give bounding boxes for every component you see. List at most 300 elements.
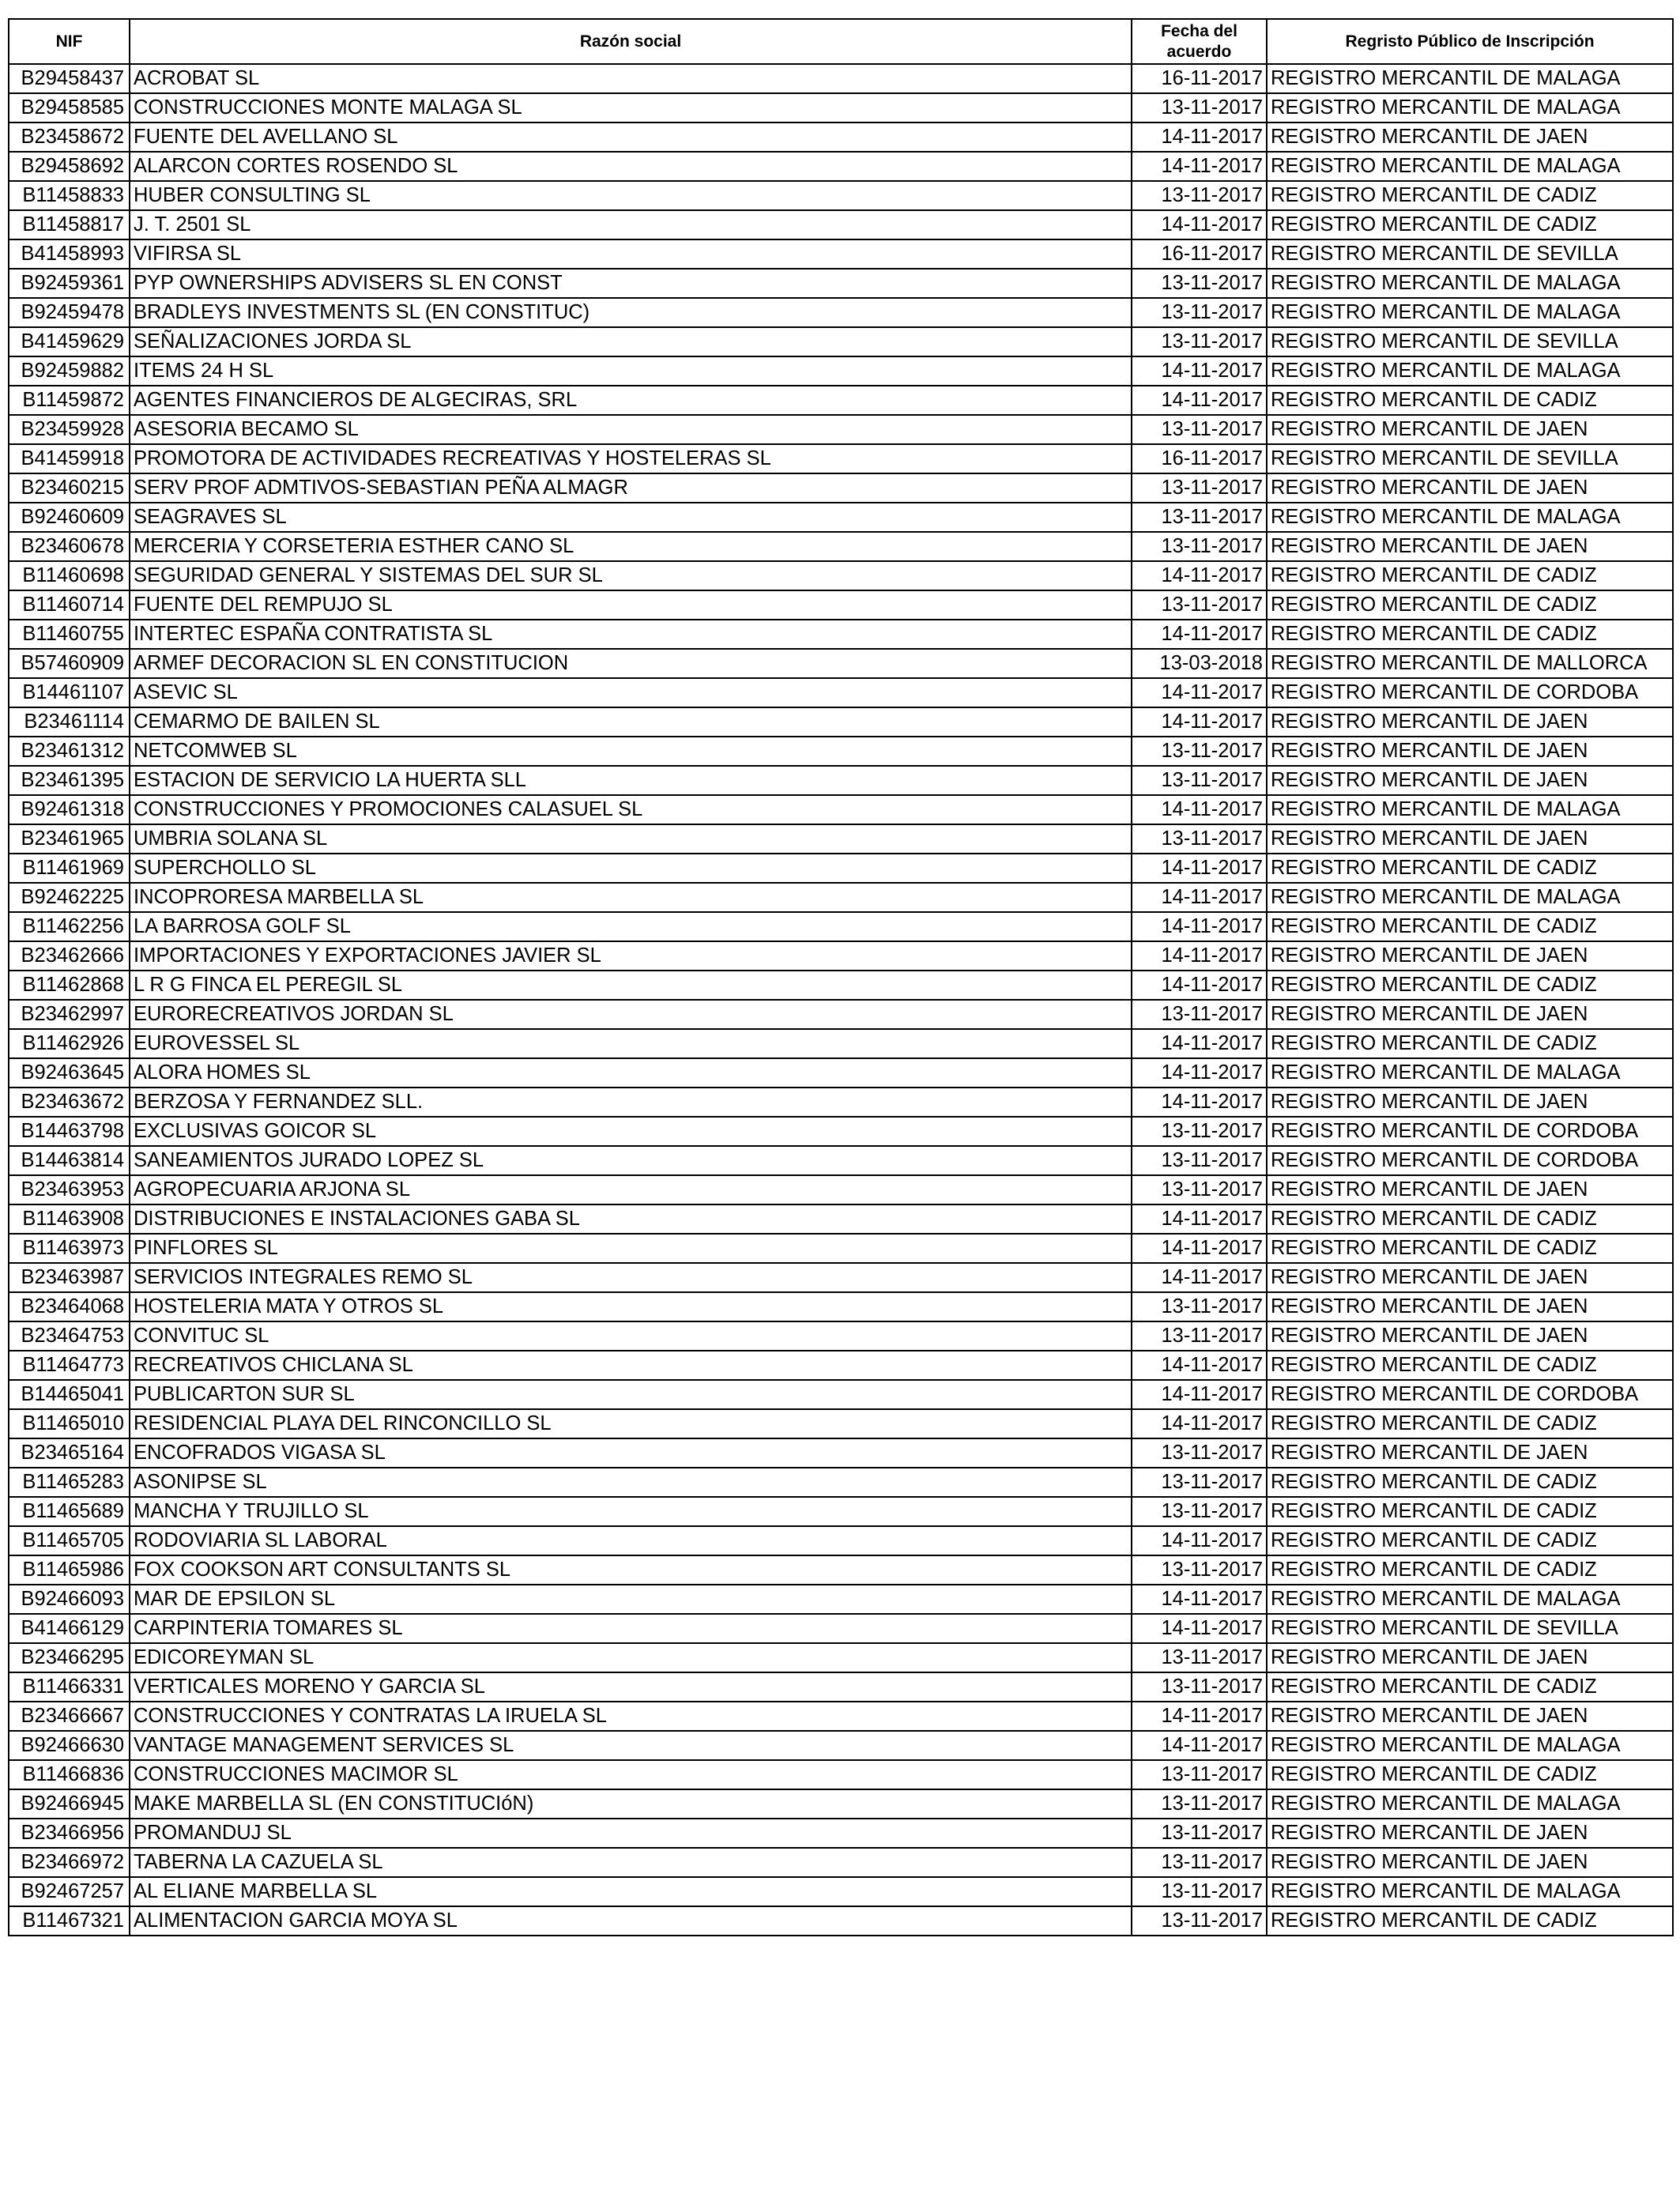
cell-registro: REGISTRO MERCANTIL DE CORDOBA bbox=[1267, 1380, 1673, 1409]
table-row bbox=[9, 1877, 1673, 1906]
cell-nif: B11458833 bbox=[9, 181, 130, 210]
table-row bbox=[9, 152, 1673, 181]
cell-razon-social: AL ELIANE MARBELLA SL bbox=[130, 1877, 1132, 1906]
cell-registro: REGISTRO MERCANTIL DE CORDOBA bbox=[1267, 1117, 1673, 1146]
cell-registro: REGISTRO MERCANTIL DE MALAGA bbox=[1267, 152, 1673, 181]
cell-razon-social: ASEVIC SL bbox=[130, 678, 1132, 707]
table-row bbox=[9, 1292, 1673, 1321]
cell-nif: B23462666 bbox=[9, 941, 130, 971]
cell-nif: B11462926 bbox=[9, 1029, 130, 1058]
table-row bbox=[9, 269, 1673, 298]
table-row bbox=[9, 1204, 1673, 1234]
cell-razon-social: FOX COOKSON ART CONSULTANTS SL bbox=[130, 1555, 1132, 1585]
cell-nif: B92466945 bbox=[9, 1789, 130, 1819]
cell-registro: REGISTRO MERCANTIL DE MALAGA bbox=[1267, 1058, 1673, 1088]
cell-nif: B92462225 bbox=[9, 883, 130, 912]
cell-nif: B92466093 bbox=[9, 1585, 130, 1614]
cell-nif: B23460215 bbox=[9, 473, 130, 503]
cell-razon-social: TABERNA LA CAZUELA SL bbox=[130, 1848, 1132, 1877]
table-row bbox=[9, 1088, 1673, 1117]
cell-fecha: 13-11-2017 bbox=[1132, 1438, 1267, 1468]
cell-nif: B11462868 bbox=[9, 971, 130, 1000]
table-row bbox=[9, 123, 1673, 152]
cell-nif: B11462256 bbox=[9, 912, 130, 941]
cell-razon-social: PROMOTORA DE ACTIVIDADES RECREATIVAS Y HOSTELERAS SL bbox=[130, 444, 1132, 473]
table-row bbox=[9, 1585, 1673, 1614]
table-row bbox=[9, 1409, 1673, 1438]
cell-nif: B11461969 bbox=[9, 854, 130, 883]
cell-razon-social: SERV PROF ADMTIVOS-SEBASTIAN PEÑA ALMAGR bbox=[130, 473, 1132, 503]
cell-razon-social: HOSTELERIA MATA Y OTROS SL bbox=[130, 1292, 1132, 1321]
cell-nif: B29458585 bbox=[9, 93, 130, 123]
cell-registro: REGISTRO MERCANTIL DE JAEN bbox=[1267, 1321, 1673, 1351]
cell-fecha: 13-11-2017 bbox=[1132, 1468, 1267, 1497]
cell-razon-social: L R G FINCA EL PEREGIL SL bbox=[130, 971, 1132, 1000]
table-row bbox=[9, 1234, 1673, 1263]
cell-fecha: 14-11-2017 bbox=[1132, 1204, 1267, 1234]
table-row bbox=[9, 590, 1673, 620]
cell-razon-social: CONSTRUCCIONES MONTE MALAGA SL bbox=[130, 93, 1132, 123]
cell-razon-social: ASESORIA BECAMO SL bbox=[130, 415, 1132, 444]
table-row bbox=[9, 1029, 1673, 1058]
cell-fecha: 13-11-2017 bbox=[1132, 181, 1267, 210]
cell-fecha: 14-11-2017 bbox=[1132, 1351, 1267, 1380]
cell-registro: REGISTRO MERCANTIL DE CADIZ bbox=[1267, 181, 1673, 210]
cell-razon-social: ARMEF DECORACION SL EN CONSTITUCION bbox=[130, 649, 1132, 678]
cell-razon-social: J. T. 2501 SL bbox=[130, 210, 1132, 239]
cell-fecha: 14-11-2017 bbox=[1132, 620, 1267, 649]
cell-nif: B11466331 bbox=[9, 1672, 130, 1702]
cell-nif: B11459872 bbox=[9, 386, 130, 415]
cell-razon-social: RECREATIVOS CHICLANA SL bbox=[130, 1351, 1132, 1380]
cell-registro: REGISTRO MERCANTIL DE JAEN bbox=[1267, 1643, 1673, 1672]
cell-nif: B11463973 bbox=[9, 1234, 130, 1263]
cell-razon-social: MERCERIA Y CORSETERIA ESTHER CANO SL bbox=[130, 532, 1132, 561]
cell-fecha: 13-11-2017 bbox=[1132, 1555, 1267, 1585]
cell-razon-social: LA BARROSA GOLF SL bbox=[130, 912, 1132, 941]
cell-fecha: 13-11-2017 bbox=[1132, 1117, 1267, 1146]
cell-nif: B92460609 bbox=[9, 503, 130, 532]
cell-registro: REGISTRO MERCANTIL DE CADIZ bbox=[1267, 971, 1673, 1000]
cell-fecha: 13-11-2017 bbox=[1132, 532, 1267, 561]
cell-registro: REGISTRO MERCANTIL DE CADIZ bbox=[1267, 210, 1673, 239]
cell-razon-social: VANTAGE MANAGEMENT SERVICES SL bbox=[130, 1731, 1132, 1760]
table-row bbox=[9, 1672, 1673, 1702]
cell-registro: REGISTRO MERCANTIL DE CADIZ bbox=[1267, 620, 1673, 649]
table-row bbox=[9, 1702, 1673, 1731]
table-row bbox=[9, 1438, 1673, 1468]
cell-razon-social: SERVICIOS INTEGRALES REMO SL bbox=[130, 1263, 1132, 1292]
cell-razon-social: CONVITUC SL bbox=[130, 1321, 1132, 1351]
table-row bbox=[9, 1731, 1673, 1760]
table-row bbox=[9, 64, 1673, 93]
cell-nif: B11460714 bbox=[9, 590, 130, 620]
table-row bbox=[9, 503, 1673, 532]
cell-fecha: 14-11-2017 bbox=[1132, 1058, 1267, 1088]
cell-nif: B11460755 bbox=[9, 620, 130, 649]
cell-registro: REGISTRO MERCANTIL DE CADIZ bbox=[1267, 1204, 1673, 1234]
cell-fecha: 13-11-2017 bbox=[1132, 1819, 1267, 1848]
cell-razon-social: PROMANDUJ SL bbox=[130, 1819, 1132, 1848]
cell-fecha: 14-11-2017 bbox=[1132, 1614, 1267, 1643]
cell-razon-social: AGENTES FINANCIEROS DE ALGECIRAS, SRL bbox=[130, 386, 1132, 415]
cell-fecha: 13-11-2017 bbox=[1132, 1643, 1267, 1672]
cell-registro: REGISTRO MERCANTIL DE JAEN bbox=[1267, 1848, 1673, 1877]
cell-fecha: 14-11-2017 bbox=[1132, 123, 1267, 152]
table-row bbox=[9, 239, 1673, 269]
cell-razon-social: VIFIRSA SL bbox=[130, 239, 1132, 269]
table-row bbox=[9, 1146, 1673, 1175]
cell-nif: B11464773 bbox=[9, 1351, 130, 1380]
cell-registro: REGISTRO MERCANTIL DE CORDOBA bbox=[1267, 1146, 1673, 1175]
cell-fecha: 13-11-2017 bbox=[1132, 93, 1267, 123]
cell-nif: B92459882 bbox=[9, 356, 130, 386]
cell-fecha: 14-11-2017 bbox=[1132, 1263, 1267, 1292]
cell-nif: B11466836 bbox=[9, 1760, 130, 1789]
table-row bbox=[9, 444, 1673, 473]
cell-fecha: 14-11-2017 bbox=[1132, 1029, 1267, 1058]
cell-registro: REGISTRO MERCANTIL DE CADIZ bbox=[1267, 854, 1673, 883]
table-row bbox=[9, 532, 1673, 561]
cell-fecha: 14-11-2017 bbox=[1132, 1585, 1267, 1614]
cell-nif: B14463814 bbox=[9, 1146, 130, 1175]
table-row bbox=[9, 795, 1673, 824]
cell-registro: REGISTRO MERCANTIL DE CADIZ bbox=[1267, 1351, 1673, 1380]
table-row bbox=[9, 561, 1673, 590]
cell-registro: REGISTRO MERCANTIL DE JAEN bbox=[1267, 1175, 1673, 1204]
cell-registro: REGISTRO MERCANTIL DE JAEN bbox=[1267, 1292, 1673, 1321]
cell-nif: B23461114 bbox=[9, 707, 130, 737]
cell-nif: B11465283 bbox=[9, 1468, 130, 1497]
cell-razon-social: SEGURIDAD GENERAL Y SISTEMAS DEL SUR SL bbox=[130, 561, 1132, 590]
cell-razon-social: BRADLEYS INVESTMENTS SL (EN CONSTITUC) bbox=[130, 298, 1132, 327]
table-row bbox=[9, 298, 1673, 327]
header-fecha: Fecha del acuerdo bbox=[1132, 19, 1267, 64]
cell-razon-social: CARPINTERIA TOMARES SL bbox=[130, 1614, 1132, 1643]
cell-registro: REGISTRO MERCANTIL DE SEVILLA bbox=[1267, 239, 1673, 269]
cell-registro: REGISTRO MERCANTIL DE CADIZ bbox=[1267, 1555, 1673, 1585]
cell-fecha: 14-11-2017 bbox=[1132, 883, 1267, 912]
cell-nif: B23462997 bbox=[9, 1000, 130, 1029]
cell-nif: B23463953 bbox=[9, 1175, 130, 1204]
table-row bbox=[9, 327, 1673, 356]
cell-razon-social: RODOVIARIA SL LABORAL bbox=[130, 1526, 1132, 1555]
cell-registro: REGISTRO MERCANTIL DE SEVILLA bbox=[1267, 1614, 1673, 1643]
cell-nif: B23459928 bbox=[9, 415, 130, 444]
cell-fecha: 16-11-2017 bbox=[1132, 64, 1267, 93]
table-row bbox=[9, 883, 1673, 912]
cell-registro: REGISTRO MERCANTIL DE JAEN bbox=[1267, 737, 1673, 766]
cell-razon-social: SANEAMIENTOS JURADO LOPEZ SL bbox=[130, 1146, 1132, 1175]
cell-nif: B92463645 bbox=[9, 1058, 130, 1088]
cell-fecha: 14-11-2017 bbox=[1132, 971, 1267, 1000]
table-body bbox=[9, 64, 1673, 1936]
cell-razon-social: ESTACION DE SERVICIO LA HUERTA SLL bbox=[130, 766, 1132, 795]
companies-table bbox=[8, 18, 1674, 1936]
table-row bbox=[9, 1321, 1673, 1351]
cell-razon-social: ALIMENTACION GARCIA MOYA SL bbox=[130, 1906, 1132, 1936]
table-row bbox=[9, 1555, 1673, 1585]
cell-fecha: 13-11-2017 bbox=[1132, 1848, 1267, 1877]
table-row bbox=[9, 941, 1673, 971]
cell-registro: REGISTRO MERCANTIL DE MALAGA bbox=[1267, 1789, 1673, 1819]
table-row bbox=[9, 1380, 1673, 1409]
cell-nif: B14461107 bbox=[9, 678, 130, 707]
cell-fecha: 13-11-2017 bbox=[1132, 503, 1267, 532]
cell-razon-social: ALORA HOMES SL bbox=[130, 1058, 1132, 1088]
cell-registro: REGISTRO MERCANTIL DE CADIZ bbox=[1267, 1760, 1673, 1789]
cell-registro: REGISTRO MERCANTIL DE JAEN bbox=[1267, 123, 1673, 152]
cell-fecha: 14-11-2017 bbox=[1132, 1526, 1267, 1555]
cell-nif: B23466295 bbox=[9, 1643, 130, 1672]
cell-fecha: 14-11-2017 bbox=[1132, 386, 1267, 415]
cell-nif: B11460698 bbox=[9, 561, 130, 590]
cell-razon-social: INTERTEC ESPAÑA CONTRATISTA SL bbox=[130, 620, 1132, 649]
cell-razon-social: IMPORTACIONES Y EXPORTACIONES JAVIER SL bbox=[130, 941, 1132, 971]
cell-razon-social: RESIDENCIAL PLAYA DEL RINCONCILLO SL bbox=[130, 1409, 1132, 1438]
cell-nif: B29458437 bbox=[9, 64, 130, 93]
cell-fecha: 13-11-2017 bbox=[1132, 327, 1267, 356]
cell-razon-social: SUPERCHOLLO SL bbox=[130, 854, 1132, 883]
cell-fecha: 14-11-2017 bbox=[1132, 356, 1267, 386]
cell-razon-social: CONSTRUCCIONES Y PROMOCIONES CALASUEL SL bbox=[130, 795, 1132, 824]
table-row bbox=[9, 1848, 1673, 1877]
table-row bbox=[9, 181, 1673, 210]
cell-razon-social: CONSTRUCCIONES Y CONTRATAS LA IRUELA SL bbox=[130, 1702, 1132, 1731]
cell-nif: B23465164 bbox=[9, 1438, 130, 1468]
cell-fecha: 13-11-2017 bbox=[1132, 737, 1267, 766]
cell-razon-social: AGROPECUARIA ARJONA SL bbox=[130, 1175, 1132, 1204]
cell-nif: B23461965 bbox=[9, 824, 130, 854]
cell-nif: B57460909 bbox=[9, 649, 130, 678]
cell-nif: B41459629 bbox=[9, 327, 130, 356]
cell-razon-social: DISTRIBUCIONES E INSTALACIONES GABA SL bbox=[130, 1204, 1132, 1234]
cell-nif: B23461312 bbox=[9, 737, 130, 766]
cell-razon-social: EUROVESSEL SL bbox=[130, 1029, 1132, 1058]
cell-fecha: 13-11-2017 bbox=[1132, 269, 1267, 298]
cell-registro: REGISTRO MERCANTIL DE JAEN bbox=[1267, 1263, 1673, 1292]
cell-registro: REGISTRO MERCANTIL DE SEVILLA bbox=[1267, 327, 1673, 356]
header-nif: NIF bbox=[9, 19, 130, 64]
table-row bbox=[9, 1789, 1673, 1819]
cell-registro: REGISTRO MERCANTIL DE CADIZ bbox=[1267, 1526, 1673, 1555]
table-row bbox=[9, 1263, 1673, 1292]
table-row bbox=[9, 620, 1673, 649]
table-row bbox=[9, 473, 1673, 503]
cell-nif: B23466956 bbox=[9, 1819, 130, 1848]
cell-nif: B23466972 bbox=[9, 1848, 130, 1877]
cell-nif: B11465010 bbox=[9, 1409, 130, 1438]
cell-razon-social: FUENTE DEL AVELLANO SL bbox=[130, 123, 1132, 152]
cell-fecha: 13-11-2017 bbox=[1132, 1497, 1267, 1526]
cell-registro: REGISTRO MERCANTIL DE CADIZ bbox=[1267, 1468, 1673, 1497]
cell-fecha: 14-11-2017 bbox=[1132, 707, 1267, 737]
cell-nif: B92461318 bbox=[9, 795, 130, 824]
cell-razon-social: NETCOMWEB SL bbox=[130, 737, 1132, 766]
cell-fecha: 14-11-2017 bbox=[1132, 210, 1267, 239]
table-row bbox=[9, 1819, 1673, 1848]
cell-nif: B23463672 bbox=[9, 1088, 130, 1117]
cell-registro: REGISTRO MERCANTIL DE JAEN bbox=[1267, 1702, 1673, 1731]
table-row bbox=[9, 386, 1673, 415]
cell-fecha: 14-11-2017 bbox=[1132, 152, 1267, 181]
table-row bbox=[9, 1351, 1673, 1380]
cell-registro: REGISTRO MERCANTIL DE JAEN bbox=[1267, 766, 1673, 795]
cell-nif: B29458692 bbox=[9, 152, 130, 181]
cell-razon-social: MANCHA Y TRUJILLO SL bbox=[130, 1497, 1132, 1526]
cell-registro: REGISTRO MERCANTIL DE CADIZ bbox=[1267, 1409, 1673, 1438]
cell-registro: REGISTRO MERCANTIL DE JAEN bbox=[1267, 1438, 1673, 1468]
cell-registro: REGISTRO MERCANTIL DE CADIZ bbox=[1267, 1029, 1673, 1058]
cell-razon-social: PINFLORES SL bbox=[130, 1234, 1132, 1263]
cell-nif: B11458817 bbox=[9, 210, 130, 239]
table-row bbox=[9, 210, 1673, 239]
table-row bbox=[9, 707, 1673, 737]
cell-fecha: 16-11-2017 bbox=[1132, 239, 1267, 269]
cell-registro: REGISTRO MERCANTIL DE JAEN bbox=[1267, 1819, 1673, 1848]
cell-fecha: 13-11-2017 bbox=[1132, 1672, 1267, 1702]
cell-registro: REGISTRO MERCANTIL DE JAEN bbox=[1267, 532, 1673, 561]
cell-nif: B23458672 bbox=[9, 123, 130, 152]
cell-registro: REGISTRO MERCANTIL DE CADIZ bbox=[1267, 1906, 1673, 1936]
cell-fecha: 13-11-2017 bbox=[1132, 824, 1267, 854]
table-row bbox=[9, 824, 1673, 854]
cell-fecha: 13-11-2017 bbox=[1132, 298, 1267, 327]
cell-registro: REGISTRO MERCANTIL DE JAEN bbox=[1267, 824, 1673, 854]
table-row bbox=[9, 93, 1673, 123]
cell-nif: B92459478 bbox=[9, 298, 130, 327]
table-row bbox=[9, 854, 1673, 883]
table-row bbox=[9, 678, 1673, 707]
cell-registro: REGISTRO MERCANTIL DE CORDOBA bbox=[1267, 678, 1673, 707]
cell-registro: REGISTRO MERCANTIL DE CADIZ bbox=[1267, 1234, 1673, 1263]
cell-registro: REGISTRO MERCANTIL DE MALAGA bbox=[1267, 93, 1673, 123]
cell-fecha: 13-11-2017 bbox=[1132, 1906, 1267, 1936]
cell-fecha: 14-11-2017 bbox=[1132, 678, 1267, 707]
cell-registro: REGISTRO MERCANTIL DE JAEN bbox=[1267, 415, 1673, 444]
cell-registro: REGISTRO MERCANTIL DE MALAGA bbox=[1267, 269, 1673, 298]
cell-nif: B23460678 bbox=[9, 532, 130, 561]
cell-razon-social: ASONIPSE SL bbox=[130, 1468, 1132, 1497]
table-row bbox=[9, 1526, 1673, 1555]
cell-fecha: 14-11-2017 bbox=[1132, 1702, 1267, 1731]
cell-nif: B14463798 bbox=[9, 1117, 130, 1146]
cell-razon-social: SEAGRAVES SL bbox=[130, 503, 1132, 532]
table-row bbox=[9, 1117, 1673, 1146]
cell-razon-social: HUBER CONSULTING SL bbox=[130, 181, 1132, 210]
cell-registro: REGISTRO MERCANTIL DE JAEN bbox=[1267, 473, 1673, 503]
cell-nif: B92466630 bbox=[9, 1731, 130, 1760]
cell-razon-social: EXCLUSIVAS GOICOR SL bbox=[130, 1117, 1132, 1146]
cell-nif: B11467321 bbox=[9, 1906, 130, 1936]
cell-nif: B11465705 bbox=[9, 1526, 130, 1555]
cell-razon-social: ALARCON CORTES ROSENDO SL bbox=[130, 152, 1132, 181]
cell-razon-social: PUBLICARTON SUR SL bbox=[130, 1380, 1132, 1409]
cell-registro: REGISTRO MERCANTIL DE MALAGA bbox=[1267, 503, 1673, 532]
cell-fecha: 13-11-2017 bbox=[1132, 415, 1267, 444]
table-row bbox=[9, 766, 1673, 795]
header-razon-social: Razón social bbox=[130, 19, 1132, 64]
cell-registro: REGISTRO MERCANTIL DE JAEN bbox=[1267, 1000, 1673, 1029]
cell-nif: B11463908 bbox=[9, 1204, 130, 1234]
cell-nif: B41458993 bbox=[9, 239, 130, 269]
cell-fecha: 13-11-2017 bbox=[1132, 1000, 1267, 1029]
cell-nif: B14465041 bbox=[9, 1380, 130, 1409]
table-row bbox=[9, 912, 1673, 941]
cell-fecha: 13-03-2018 bbox=[1132, 649, 1267, 678]
cell-razon-social: EURORECREATIVOS JORDAN SL bbox=[130, 1000, 1132, 1029]
table-header bbox=[9, 19, 1673, 64]
cell-fecha: 13-11-2017 bbox=[1132, 1789, 1267, 1819]
cell-nif: B23461395 bbox=[9, 766, 130, 795]
cell-fecha: 14-11-2017 bbox=[1132, 1731, 1267, 1760]
cell-registro: REGISTRO MERCANTIL DE CADIZ bbox=[1267, 912, 1673, 941]
cell-nif: B23464753 bbox=[9, 1321, 130, 1351]
cell-fecha: 13-11-2017 bbox=[1132, 1146, 1267, 1175]
cell-fecha: 14-11-2017 bbox=[1132, 941, 1267, 971]
cell-registro: REGISTRO MERCANTIL DE MALAGA bbox=[1267, 298, 1673, 327]
cell-razon-social: BERZOSA Y FERNANDEZ SLL. bbox=[130, 1088, 1132, 1117]
table-row bbox=[9, 1906, 1673, 1936]
cell-registro: REGISTRO MERCANTIL DE MALAGA bbox=[1267, 1731, 1673, 1760]
cell-razon-social: CEMARMO DE BAILEN SL bbox=[130, 707, 1132, 737]
cell-fecha: 14-11-2017 bbox=[1132, 854, 1267, 883]
cell-registro: REGISTRO MERCANTIL DE JAEN bbox=[1267, 941, 1673, 971]
cell-registro: REGISTRO MERCANTIL DE MALAGA bbox=[1267, 356, 1673, 386]
cell-nif: B41466129 bbox=[9, 1614, 130, 1643]
cell-fecha: 13-11-2017 bbox=[1132, 590, 1267, 620]
header-registro: Regristo Público de Inscripción bbox=[1267, 19, 1673, 64]
table-row bbox=[9, 971, 1673, 1000]
cell-fecha: 14-11-2017 bbox=[1132, 912, 1267, 941]
cell-fecha: 13-11-2017 bbox=[1132, 1877, 1267, 1906]
cell-registro: REGISTRO MERCANTIL DE JAEN bbox=[1267, 707, 1673, 737]
cell-registro: REGISTRO MERCANTIL DE SEVILLA bbox=[1267, 444, 1673, 473]
table-row bbox=[9, 1000, 1673, 1029]
cell-nif: B92467257 bbox=[9, 1877, 130, 1906]
cell-fecha: 14-11-2017 bbox=[1132, 1088, 1267, 1117]
cell-razon-social: VERTICALES MORENO Y GARCIA SL bbox=[130, 1672, 1132, 1702]
cell-razon-social: ACROBAT SL bbox=[130, 64, 1132, 93]
cell-nif: B11465689 bbox=[9, 1497, 130, 1526]
cell-fecha: 14-11-2017 bbox=[1132, 1234, 1267, 1263]
cell-fecha: 14-11-2017 bbox=[1132, 561, 1267, 590]
cell-fecha: 13-11-2017 bbox=[1132, 1175, 1267, 1204]
table-row bbox=[9, 1175, 1673, 1204]
cell-registro: REGISTRO MERCANTIL DE JAEN bbox=[1267, 1088, 1673, 1117]
cell-razon-social: ITEMS 24 H SL bbox=[130, 356, 1132, 386]
cell-fecha: 16-11-2017 bbox=[1132, 444, 1267, 473]
cell-registro: REGISTRO MERCANTIL DE CADIZ bbox=[1267, 386, 1673, 415]
cell-fecha: 13-11-2017 bbox=[1132, 1760, 1267, 1789]
cell-razon-social: EDICOREYMAN SL bbox=[130, 1643, 1132, 1672]
table-row bbox=[9, 649, 1673, 678]
cell-razon-social: UMBRIA SOLANA SL bbox=[130, 824, 1132, 854]
cell-fecha: 14-11-2017 bbox=[1132, 1409, 1267, 1438]
cell-fecha: 13-11-2017 bbox=[1132, 1321, 1267, 1351]
header-row bbox=[9, 19, 1673, 64]
cell-registro: REGISTRO MERCANTIL DE MALAGA bbox=[1267, 795, 1673, 824]
cell-razon-social: MAR DE EPSILON SL bbox=[130, 1585, 1132, 1614]
cell-razon-social: PYP OWNERSHIPS ADVISERS SL EN CONST bbox=[130, 269, 1132, 298]
cell-registro: REGISTRO MERCANTIL DE CADIZ bbox=[1267, 590, 1673, 620]
table-row bbox=[9, 1760, 1673, 1789]
cell-nif: B11465986 bbox=[9, 1555, 130, 1585]
cell-registro: REGISTRO MERCANTIL DE MALAGA bbox=[1267, 883, 1673, 912]
table-row bbox=[9, 1468, 1673, 1497]
cell-registro: REGISTRO MERCANTIL DE CADIZ bbox=[1267, 561, 1673, 590]
cell-nif: B23463987 bbox=[9, 1263, 130, 1292]
